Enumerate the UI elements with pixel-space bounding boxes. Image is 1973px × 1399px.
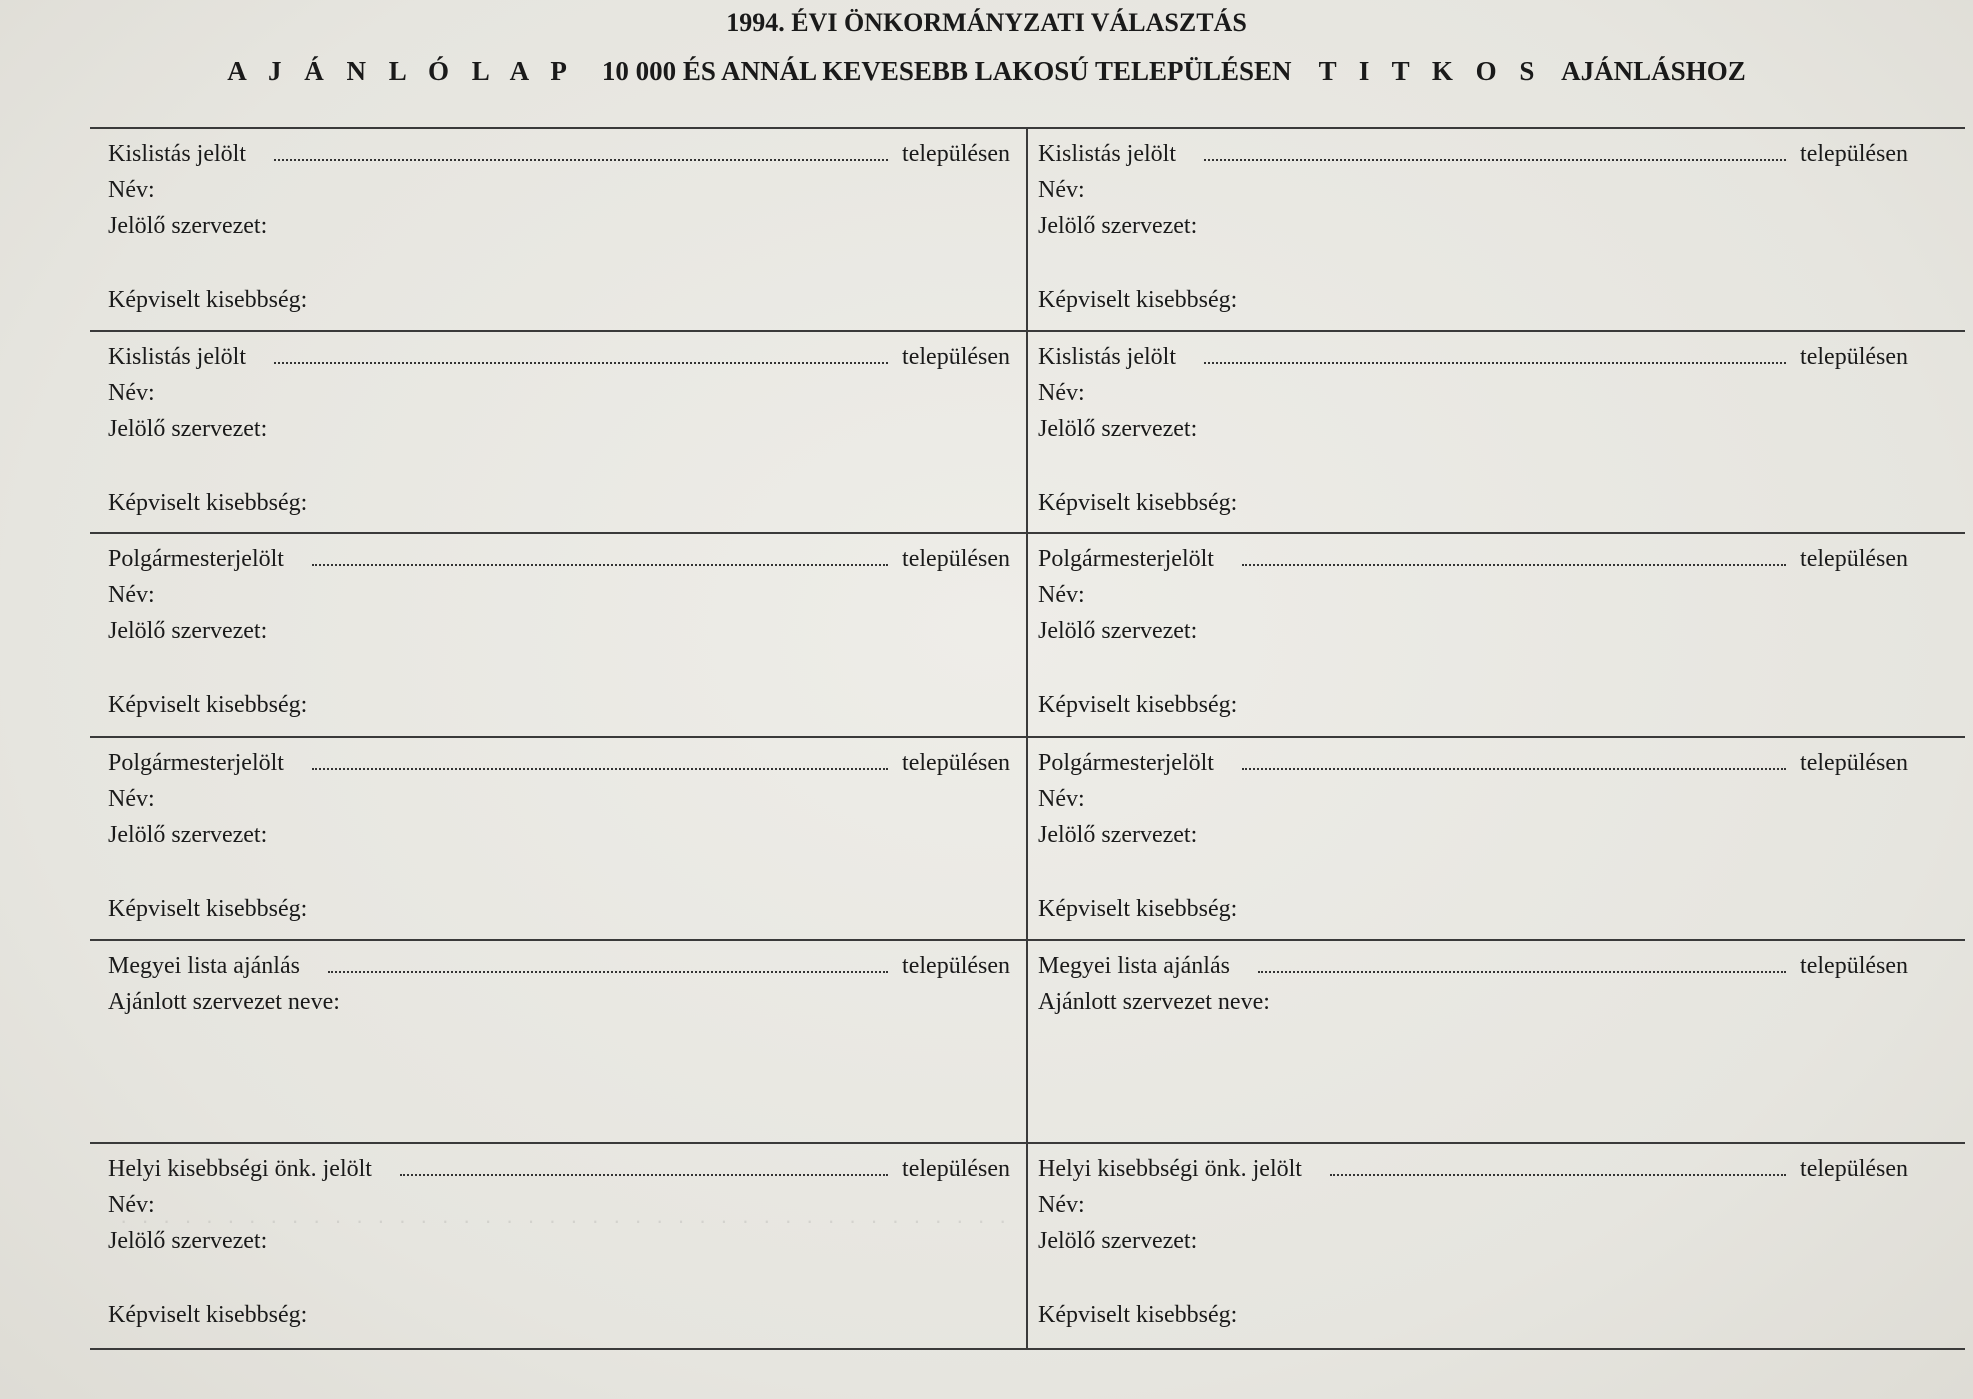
subtitle-part-4: AJÁNLÁSHOZ (1561, 56, 1746, 86)
recommended-org-label: Ajánlott szervezet neve: (108, 989, 340, 1015)
name-label: Név: (108, 380, 155, 406)
minority-label: Képviselt kisebbség: (1038, 490, 1238, 516)
settlement-label: településen (902, 546, 1010, 572)
name-label: Név: (108, 786, 155, 812)
settlement-fill-line[interactable] (274, 362, 888, 364)
candidate-block (90, 736, 1010, 936)
block-type-label: Polgármesterjelölt (108, 750, 284, 776)
settlement-fill-line[interactable] (312, 564, 888, 566)
candidate-block (90, 1142, 1010, 1342)
settlement-fill-line[interactable] (1204, 159, 1786, 161)
settlement-fill-line[interactable] (1330, 1174, 1786, 1176)
candidate-block (90, 532, 1010, 732)
name-label: Név: (108, 1192, 155, 1218)
block-type-label: Kislistás jelölt (1038, 141, 1176, 167)
name-label: Név: (1038, 582, 1085, 608)
settlement-label: településen (902, 953, 1010, 979)
settlement-fill-line[interactable] (312, 768, 888, 770)
settlement-fill-line[interactable] (274, 159, 888, 161)
minority-label: Képviselt kisebbség: (1038, 896, 1238, 922)
subtitle-part-3: T I T K O S (1318, 56, 1543, 86)
block-type-label: Megyei lista ajánlás (108, 953, 300, 979)
minority-label: Képviselt kisebbség: (108, 490, 308, 516)
minority-label: Képviselt kisebbség: (108, 896, 308, 922)
organization-label: Jelölő szervezet: (108, 1228, 268, 1254)
settlement-fill-line[interactable] (1204, 362, 1786, 364)
settlement-label: településen (1800, 141, 1908, 167)
candidate-block (90, 330, 1010, 530)
minority-label: Képviselt kisebbség: (1038, 1302, 1238, 1328)
settlement-label: településen (1800, 750, 1908, 776)
organization-label: Jelölő szervezet: (1038, 416, 1198, 442)
block-type-label: Polgármesterjelölt (1038, 546, 1214, 572)
organization-label: Jelölő szervezet: (108, 416, 268, 442)
candidate-block (1028, 127, 1948, 327)
organization-label: Jelölő szervezet: (108, 822, 268, 848)
county-list-block (1028, 939, 1948, 1139)
organization-label: Jelölő szervezet: (1038, 822, 1198, 848)
name-label: Név: (108, 177, 155, 203)
settlement-label: településen (902, 1156, 1010, 1182)
subtitle-part-1: A J Á N L Ó L A P (227, 56, 575, 86)
settlement-fill-line[interactable] (1242, 564, 1786, 566)
minority-label: Képviselt kisebbség: (108, 287, 308, 313)
settlement-label: településen (902, 344, 1010, 370)
organization-label: Jelölő szervezet: (1038, 618, 1198, 644)
block-type-label: Helyi kisebbségi önk. jelölt (1038, 1156, 1302, 1182)
settlement-label: településen (1800, 546, 1908, 572)
settlement-label: településen (1800, 953, 1908, 979)
name-label: Név: (1038, 1192, 1085, 1218)
settlement-label: településen (1800, 1156, 1908, 1182)
block-type-label: Megyei lista ajánlás (1038, 953, 1230, 979)
minority-label: Képviselt kisebbség: (108, 692, 308, 718)
organization-label: Jelölő szervezet: (108, 618, 268, 644)
subtitle-part-2: 10 000 ÉS ANNÁL KEVESEBB LAKOSÚ TELEPÜLÉSEN (601, 56, 1292, 86)
recommended-org-label: Ajánlott szervezet neve: (1038, 989, 1270, 1015)
name-label: Név: (1038, 177, 1085, 203)
name-label: Név: (1038, 380, 1085, 406)
bleed-through-text: · · · · · · · · · · · · · · · · · · · · · · · · · · · · · · · · · · · · · · · · · · (120, 1208, 1011, 1233)
candidate-block (1028, 1142, 1948, 1342)
candidate-block (1028, 330, 1948, 530)
settlement-label: településen (1800, 344, 1908, 370)
block-type-label: Kislistás jelölt (108, 344, 246, 370)
settlement-label: településen (902, 141, 1010, 167)
minority-label: Képviselt kisebbség: (1038, 692, 1238, 718)
settlement-fill-line[interactable] (1242, 768, 1786, 770)
organization-label: Jelölő szervezet: (1038, 213, 1198, 239)
name-label: Név: (1038, 786, 1085, 812)
recommendation-form-grid (90, 127, 1965, 1350)
settlement-label: településen (902, 750, 1010, 776)
candidate-block (1028, 532, 1948, 732)
block-type-label: Polgármesterjelölt (1038, 750, 1214, 776)
minority-label: Képviselt kisebbség: (108, 1302, 308, 1328)
organization-label: Jelölő szervezet: (1038, 1228, 1198, 1254)
form-subtitle (0, 56, 1973, 87)
block-type-label: Helyi kisebbségi önk. jelölt (108, 1156, 372, 1182)
form-title: 1994. ÉVI ÖNKORMÁNYZATI VÁLASZTÁS (726, 8, 1247, 37)
settlement-fill-line[interactable] (1258, 971, 1786, 973)
candidate-block (90, 127, 1010, 327)
block-type-label: Kislistás jelölt (108, 141, 246, 167)
settlement-fill-line[interactable] (400, 1174, 888, 1176)
settlement-fill-line[interactable] (328, 971, 888, 973)
organization-label: Jelölő szervezet: (108, 213, 268, 239)
block-type-label: Kislistás jelölt (1038, 344, 1176, 370)
minority-label: Képviselt kisebbség: (1038, 287, 1238, 313)
county-list-block (90, 939, 1010, 1139)
block-type-label: Polgármesterjelölt (108, 546, 284, 572)
candidate-block (1028, 736, 1948, 936)
name-label: Név: (108, 582, 155, 608)
